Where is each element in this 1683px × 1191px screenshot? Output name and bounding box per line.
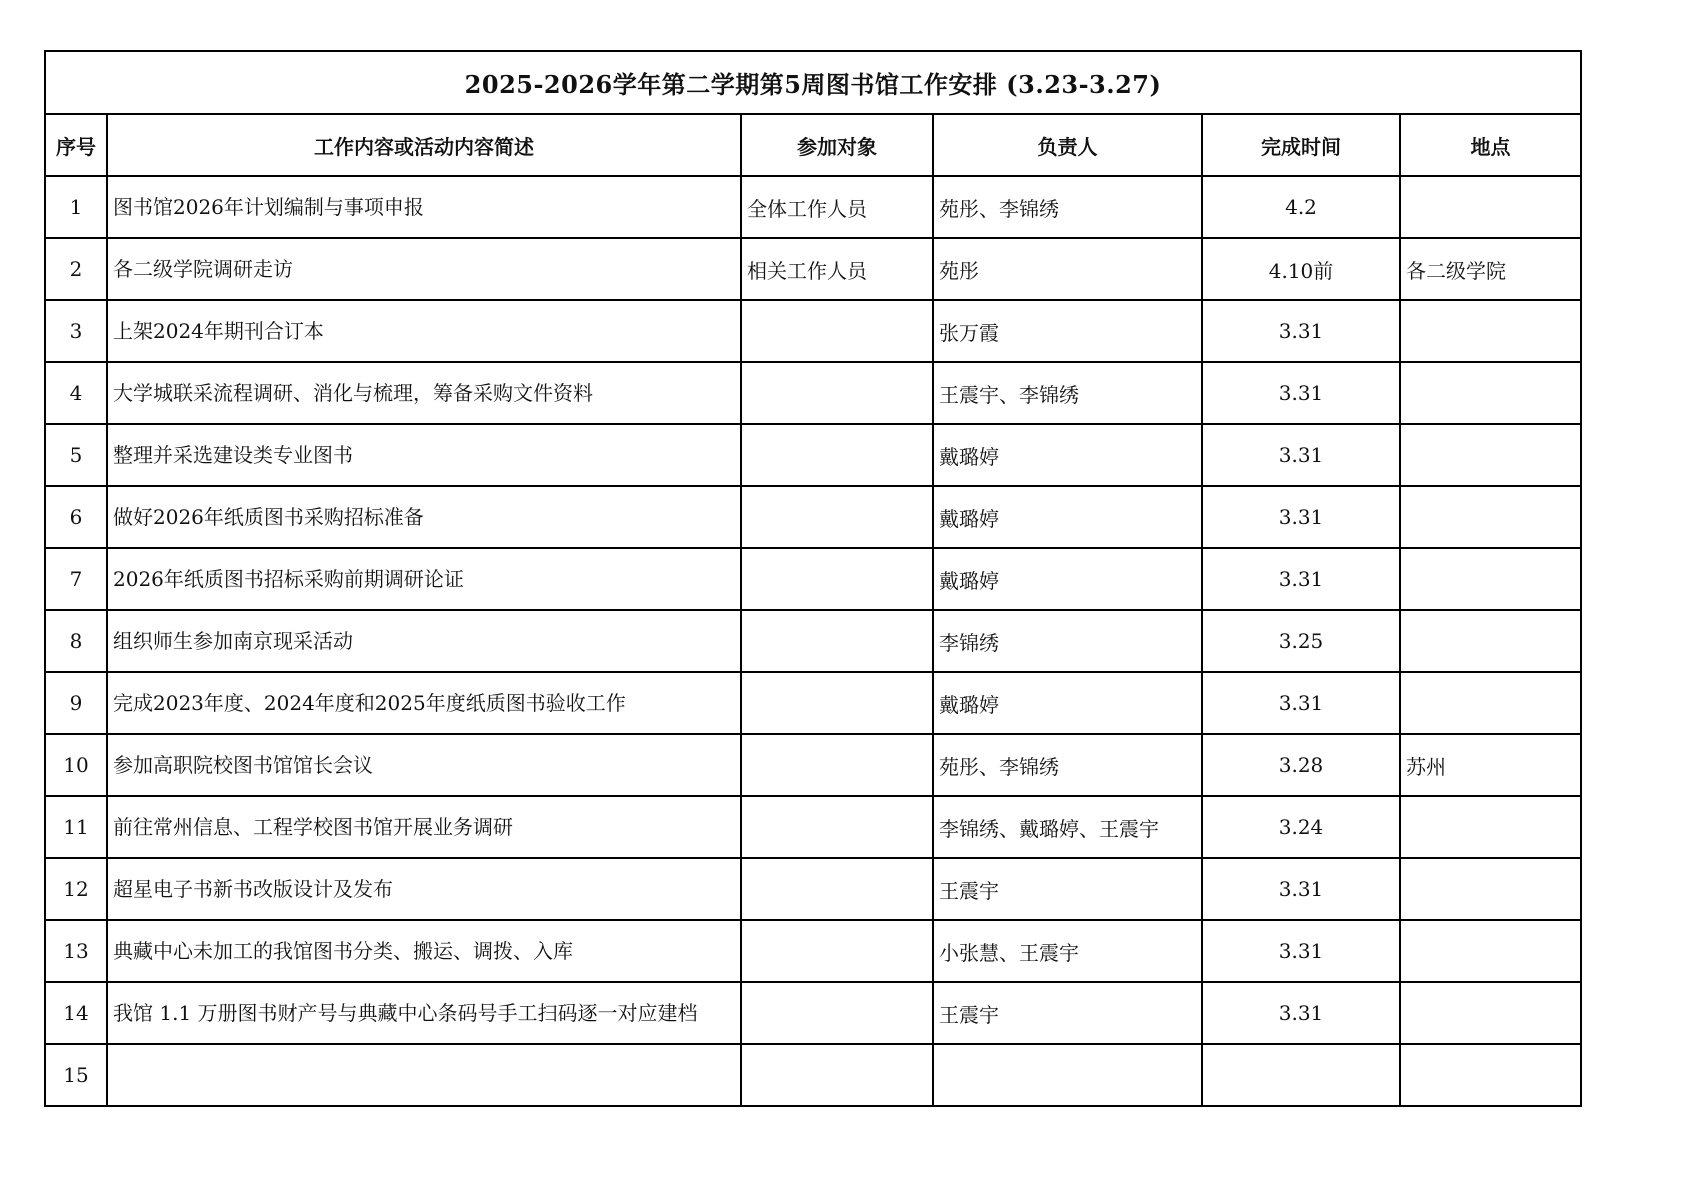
cell-participants xyxy=(741,1044,933,1106)
cell-no: 14 xyxy=(45,982,107,1044)
cell-participants: 全体工作人员 xyxy=(741,176,933,238)
cell-owner: 李锦绣 xyxy=(933,610,1202,672)
cell-time: 4.10前 xyxy=(1202,238,1400,300)
cell-owner: 苑彤、李锦绣 xyxy=(933,176,1202,238)
title-row xyxy=(45,51,1581,114)
cell-location xyxy=(1400,424,1581,486)
cell-content: 做好2026年纸质图书采购招标准备 xyxy=(107,486,741,548)
cell-participants xyxy=(741,982,933,1044)
cell-location xyxy=(1400,176,1581,238)
table-row xyxy=(45,362,1581,424)
cell-participants xyxy=(741,362,933,424)
cell-content: 大学城联采流程调研、消化与梳理，筹备采购文件资料 xyxy=(107,362,741,424)
cell-time: 3.28 xyxy=(1202,734,1400,796)
cell-time: 3.25 xyxy=(1202,610,1400,672)
cell-location xyxy=(1400,858,1581,920)
cell-no: 2 xyxy=(45,238,107,300)
cell-content: 前往常州信息、工程学校图书馆开展业务调研 xyxy=(107,796,741,858)
header-no: 序号 xyxy=(45,114,107,176)
cell-owner: 小张慧、王震宇 xyxy=(933,920,1202,982)
cell-owner: 苑彤 xyxy=(933,238,1202,300)
cell-no: 9 xyxy=(45,672,107,734)
cell-owner: 戴璐婷 xyxy=(933,486,1202,548)
cell-no: 12 xyxy=(45,858,107,920)
table-row xyxy=(45,176,1581,238)
cell-no: 7 xyxy=(45,548,107,610)
table-body xyxy=(45,176,1581,1106)
cell-time: 3.24 xyxy=(1202,796,1400,858)
cell-time: 3.31 xyxy=(1202,858,1400,920)
cell-time: 3.31 xyxy=(1202,672,1400,734)
cell-content: 2026年纸质图书招标采购前期调研论证 xyxy=(107,548,741,610)
cell-participants xyxy=(741,486,933,548)
table-row xyxy=(45,238,1581,300)
cell-location: 各二级学院 xyxy=(1400,238,1581,300)
cell-owner: 戴璐婷 xyxy=(933,548,1202,610)
cell-no: 8 xyxy=(45,610,107,672)
table-title: 2025-2026学年第二学期第5周图书馆工作安排 (3.23-3.27) xyxy=(45,51,1581,114)
cell-participants xyxy=(741,424,933,486)
cell-location xyxy=(1400,920,1581,982)
table-row xyxy=(45,610,1581,672)
cell-no: 5 xyxy=(45,424,107,486)
header-content: 工作内容或活动内容简述 xyxy=(107,114,741,176)
cell-participants xyxy=(741,300,933,362)
cell-no: 1 xyxy=(45,176,107,238)
cell-no: 3 xyxy=(45,300,107,362)
cell-owner: 王震宇 xyxy=(933,858,1202,920)
cell-time: 3.31 xyxy=(1202,424,1400,486)
table-row xyxy=(45,424,1581,486)
cell-time: 4.2 xyxy=(1202,176,1400,238)
cell-owner: 王震宇 xyxy=(933,982,1202,1044)
cell-owner: 苑彤、李锦绣 xyxy=(933,734,1202,796)
cell-content: 组织师生参加南京现采活动 xyxy=(107,610,741,672)
cell-owner: 李锦绣、戴璐婷、王震宇 xyxy=(933,796,1202,858)
cell-owner: 张万霞 xyxy=(933,300,1202,362)
cell-time: 3.31 xyxy=(1202,920,1400,982)
cell-content: 图书馆2026年计划编制与事项申报 xyxy=(107,176,741,238)
cell-content: 典藏中心未加工的我馆图书分类、搬运、调拨、入库 xyxy=(107,920,741,982)
cell-location: 苏州 xyxy=(1400,734,1581,796)
cell-participants xyxy=(741,920,933,982)
cell-time: 3.31 xyxy=(1202,300,1400,362)
cell-participants xyxy=(741,858,933,920)
cell-location xyxy=(1400,672,1581,734)
cell-owner: 戴璐婷 xyxy=(933,672,1202,734)
cell-location xyxy=(1400,362,1581,424)
cell-location xyxy=(1400,548,1581,610)
cell-time: 3.31 xyxy=(1202,982,1400,1044)
cell-participants xyxy=(741,796,933,858)
cell-owner: 王震宇、李锦绣 xyxy=(933,362,1202,424)
cell-owner: 戴璐婷 xyxy=(933,424,1202,486)
cell-location xyxy=(1400,796,1581,858)
header-time: 完成时间 xyxy=(1202,114,1400,176)
table-row xyxy=(45,548,1581,610)
cell-no: 15 xyxy=(45,1044,107,1106)
cell-time: 3.31 xyxy=(1202,548,1400,610)
table-row xyxy=(45,1044,1581,1106)
cell-time: 3.31 xyxy=(1202,486,1400,548)
cell-participants xyxy=(741,548,933,610)
cell-participants xyxy=(741,734,933,796)
cell-participants xyxy=(741,672,933,734)
header-participants: 参加对象 xyxy=(741,114,933,176)
cell-participants: 相关工作人员 xyxy=(741,238,933,300)
work-schedule-table xyxy=(44,50,1582,1107)
cell-location xyxy=(1400,982,1581,1044)
cell-content: 整理并采选建设类专业图书 xyxy=(107,424,741,486)
table-row xyxy=(45,300,1581,362)
table-row xyxy=(45,672,1581,734)
cell-location xyxy=(1400,300,1581,362)
cell-time: 3.31 xyxy=(1202,362,1400,424)
cell-content: 超星电子书新书改版设计及发布 xyxy=(107,858,741,920)
cell-content: 各二级学院调研走访 xyxy=(107,238,741,300)
cell-no: 13 xyxy=(45,920,107,982)
table-row xyxy=(45,982,1581,1044)
cell-location xyxy=(1400,1044,1581,1106)
cell-no: 4 xyxy=(45,362,107,424)
cell-location xyxy=(1400,610,1581,672)
header-row xyxy=(45,114,1581,176)
cell-no: 6 xyxy=(45,486,107,548)
table-row xyxy=(45,486,1581,548)
header-owner: 负责人 xyxy=(933,114,1202,176)
cell-location xyxy=(1400,486,1581,548)
table-row xyxy=(45,858,1581,920)
cell-time xyxy=(1202,1044,1400,1106)
header-location: 地点 xyxy=(1400,114,1581,176)
cell-content: 我馆 1.1 万册图书财产号与典藏中心条码号手工扫码逐一对应建档 xyxy=(107,982,741,1044)
cell-content xyxy=(107,1044,741,1106)
cell-no: 11 xyxy=(45,796,107,858)
table-row xyxy=(45,734,1581,796)
table-row xyxy=(45,796,1581,858)
cell-content: 上架2024年期刊合订本 xyxy=(107,300,741,362)
cell-content: 完成2023年度、2024年度和2025年度纸质图书验收工作 xyxy=(107,672,741,734)
cell-participants xyxy=(741,610,933,672)
cell-content: 参加高职院校图书馆馆长会议 xyxy=(107,734,741,796)
cell-owner xyxy=(933,1044,1202,1106)
table-row xyxy=(45,920,1581,982)
cell-no: 10 xyxy=(45,734,107,796)
